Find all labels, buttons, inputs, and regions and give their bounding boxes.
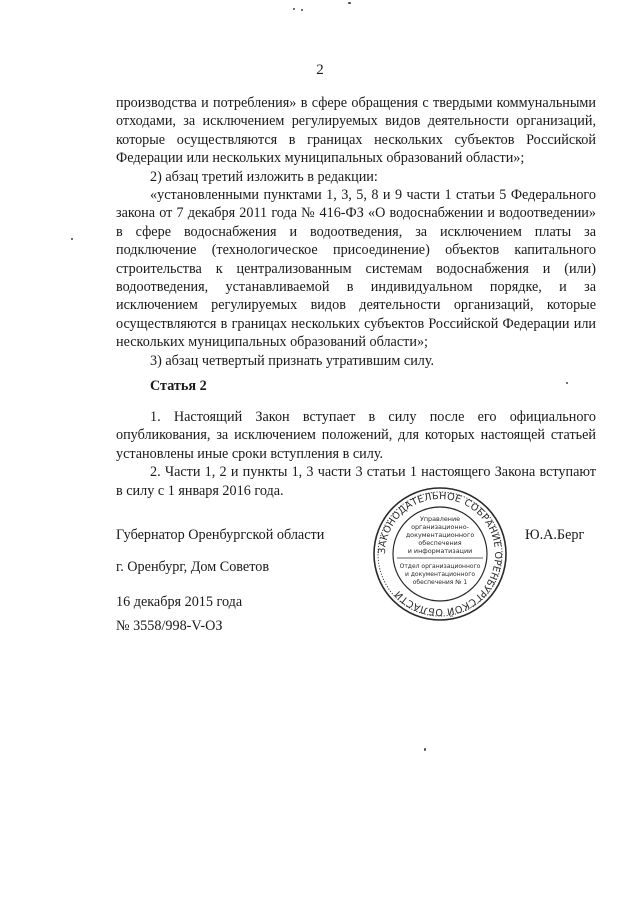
- article-heading: Статья 2: [150, 378, 207, 394]
- paragraph-new-wording: «установленными пунктами 1, 3, 5, 8 и 9 части 1 статьи 5 Федерального закона от 7 декабря 2011 года № 416-ФЗ «О водоснабжении и водоотведении» в сфере водоснабжения и водоотведения, за исключением платы за подключение (технологическое присоединение) объектов капитального строительства к централизованным системам водоснабжения и (или) водоотведения, устанавливаемой в индивидуальном порядке, и за исключением регулируемых видов деятельности организаций, которые осуществляются в границах нескольких субъектов Российской Федерации или нескольких муниципальных образований области»;: [116, 187, 596, 351]
- article-body: [116, 408, 596, 500]
- signatory-position: Губернатор Оренбургской области: [116, 527, 325, 543]
- article-paragraph-2: 2. Части 1, 2 и пункты 1, 3 части 3 статьи 1 настоящего Закона вступают в силу с 1 января 2016 года.: [116, 464, 596, 499]
- seal-text-line: обеспечения № 1: [412, 579, 468, 586]
- seal-text-line: Управление: [419, 515, 461, 523]
- seal-text-line: Отдел организационного: [399, 563, 481, 570]
- signatory-name: Ю.А.Берг: [525, 527, 585, 543]
- law-number: № 3558/998-V-ОЗ: [116, 618, 223, 634]
- paragraph-item-3: 3) абзац четвертый признать утратившим силу.: [150, 352, 435, 369]
- seal-text-line: документационного: [405, 531, 475, 539]
- signing-place: г. Оренбург, Дом Советов: [116, 559, 270, 575]
- scan-speck: [301, 9, 303, 11]
- law-text-body: [116, 94, 596, 370]
- paragraph-item-2: 2) абзац третий изложить в редакции:: [150, 168, 378, 185]
- scan-speck: [348, 2, 351, 4]
- seal-text-line: организационно-: [411, 523, 469, 531]
- scan-speck: [71, 238, 73, 240]
- official-seal: [372, 486, 508, 622]
- seal-text-line: обеспечения: [418, 539, 462, 547]
- seal-ring-text: ЗАКОНОДАТЕЛЬНОЕ СОБРАНИЕ ОРЕНБУРГСКОЙ ОБЛАСТИ: [376, 490, 504, 618]
- seal-text-line: и информатизации: [407, 547, 473, 555]
- scan-speck: [293, 8, 295, 10]
- scan-speck: [424, 748, 426, 751]
- page-number: 2: [316, 62, 324, 78]
- seal-text-line: и документационного: [404, 571, 476, 578]
- article-paragraph-1: 1. Настоящий Закон вступает в силу после его официального опубликования, за исключением положений, для которых настоящей статьей установлены иные сроки вступления в силу.: [116, 409, 596, 462]
- signing-date: 16 декабря 2015 года: [116, 594, 243, 610]
- scan-speck: [566, 382, 568, 384]
- paragraph-continuation: производства и потребления» в сфере обращения с твердыми коммунальными отходами, за исключением регулируемых видов деятельности организаций, которые осуществляются в границах нескольких субъектов Российской Федерации или нескольких муниципальных образований области»;: [116, 95, 596, 167]
